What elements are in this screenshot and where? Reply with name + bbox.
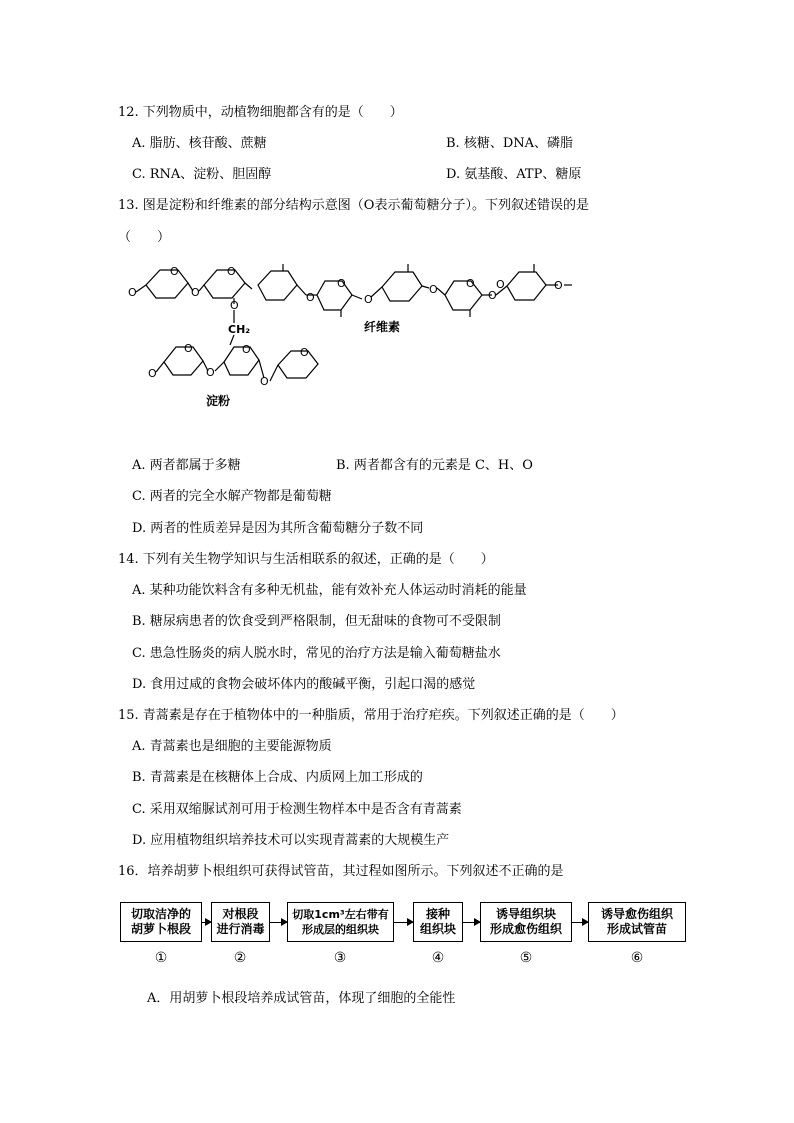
flow-step-number: ⑥ (630, 950, 644, 966)
cellulose-glucose-ring-5 (507, 272, 546, 300)
flow-arrow (463, 922, 480, 923)
ring-oxygen-label: O (337, 277, 346, 290)
cellulose-glucose-ring-1 (258, 271, 297, 300)
q13-option-b: B. 两者都含有的元素是 C、H、O (336, 458, 533, 473)
flow-step-number: ① (154, 950, 168, 966)
flow-step-1 (120, 902, 202, 942)
flow-step-5 (480, 902, 572, 942)
flow-step-text: 诱导组织块 (495, 907, 556, 921)
oxygen-bridge-label: O (488, 289, 497, 302)
flow-step-text: 胡萝卜根段 (130, 922, 191, 936)
q15-option-a: A. 青蒿素也是细胞的主要能源物质 (132, 739, 332, 754)
ch2-label: CH₂ (228, 323, 251, 336)
q13-answer-paren: （ ） (118, 230, 171, 245)
oxygen-bridge-label: O (128, 286, 137, 299)
oxygen-bridge-label: O (364, 293, 373, 306)
flow-step-text: 形成层的组织块 (302, 923, 379, 936)
oxygen-bridge-label: O (554, 279, 563, 292)
flow-step-text: 对根段 (222, 907, 259, 921)
oxygen-bridge-label: O (230, 299, 239, 312)
flow-step-text: 形成愈伤组织 (489, 922, 562, 936)
q16-stem: 16．培养胡萝卜根组织可获得试管苗，其过程如图所示。下列叙述不正确的是 (118, 864, 564, 879)
starch-cellulose-structure-diagram (120, 255, 580, 415)
flow-step-number: ④ (431, 950, 445, 966)
ring-oxygen-label: O (300, 346, 309, 359)
oxygen-bridge-label: O (206, 366, 215, 379)
q14-option-a: A. 某种功能饮料含有多种无机盐，能有效补充人体运动时消耗的能量 (132, 583, 527, 598)
q14-option-b: B. 糖尿病患者的饮食受到严格限制，但无甜味的食物可不受限制 (132, 614, 501, 629)
flow-step-text: 接种 (425, 907, 450, 921)
flow-step-text: 切取1cm³左右带有 (292, 908, 389, 921)
q15-option-b: B. 青蒿素是在核糖体上合成、内质网上加工形成的 (132, 770, 423, 785)
flow-step-3 (287, 902, 394, 942)
oxygen-bridge-label: O (148, 367, 157, 380)
ring-oxygen-label: O (496, 278, 505, 291)
q14-stem: 14. 下列有关生物学知识与生活相联系的叙述，正确的是（ ） (118, 552, 494, 567)
flow-arrow (572, 922, 588, 923)
oxygen-bridge-label: O (429, 283, 438, 296)
flow-arrow (202, 922, 211, 923)
oxygen-bridge-label: O (191, 286, 200, 299)
flow-step-number: ⑤ (519, 950, 533, 966)
q15-option-d: D. 应用植物组织培养技术可以实现青蒿素的大规模生产 (132, 833, 450, 848)
ring-oxygen-label: O (306, 291, 315, 304)
flow-step-2 (211, 902, 270, 942)
flow-step-4 (413, 902, 463, 942)
starch-label: 淀粉 (206, 394, 231, 408)
oxygen-bridge-label: O (260, 375, 269, 388)
cellulose-glucose-ring-2 (317, 281, 352, 310)
flow-step-text: 切取洁净的 (130, 907, 191, 921)
flow-step-text: 组织块 (419, 922, 456, 936)
starch-glucose-ring-1 (146, 270, 188, 298)
q12-option-b: B. 核糖、DNA、磷脂 (446, 136, 574, 151)
q12-option-a: A. 脂肪、核苷酸、蔗糖 (132, 136, 267, 151)
q13-option-d: D. 两者的性质差异是因为其所含葡萄糖分子数不同 (132, 521, 424, 536)
q15-option-c: C. 采用双缩脲试剂可用于检测生物样本中是否含有青蒿素 (132, 802, 462, 817)
q15-stem: 15. 青蒿素是存在于植物体中的一种脂质，常用于治疗疟疾。下列叙述正确的是（ ） (118, 708, 624, 723)
flow-arrow (270, 922, 287, 923)
cellulose-glucose-ring-4 (445, 281, 482, 310)
q14-option-c: C. 患急性肠炎的病人脱水时，常见的治疗方法是输入葡萄糖盐水 (132, 646, 501, 661)
flow-step-number: ③ (333, 950, 347, 966)
starch-glucose-ring-5 (278, 351, 318, 378)
flow-step-text: 形成试管苗 (606, 922, 667, 936)
q16-option-a: A．用胡萝卜根段培养成试管苗，体现了细胞的全能性 (147, 991, 456, 1006)
starch-glucose-ring-2 (204, 270, 245, 298)
flow-step-6 (588, 902, 686, 942)
ring-oxygen-label: O (184, 342, 193, 355)
cellulose-label: 纤维素 (364, 320, 401, 334)
q13-stem: 13. 图是淀粉和纤维素的部分结构示意图（O表示葡萄糖分子）。下列叙述错误的是 (118, 198, 589, 213)
ring-oxygen-label: O (242, 343, 251, 356)
ring-oxygen-label: O (227, 265, 236, 278)
ring-oxygen-label: O (466, 277, 475, 290)
flow-step-text: 诱导愈伤组织 (600, 907, 673, 921)
q13-option-a: A. 两者都属于多糖 (132, 458, 241, 473)
q13-option-c: C. 两者的完全水解产物都是葡萄糖 (132, 489, 332, 504)
q12-option-d: D. 氨基酸、ATP、糖原 (446, 167, 582, 182)
flow-arrow (394, 922, 413, 923)
flow-step-text: 进行消毒 (216, 922, 265, 936)
cellulose-glucose-ring-3 (382, 272, 422, 301)
q14-option-d: D. 食用过咸的食物会破坏体内的酸碱平衡，引起口渴的感觉 (132, 677, 476, 692)
q12-stem: 12. 下列物质中，动植物细胞都含有的是（ ） (118, 105, 403, 120)
q12-option-c: C. RNA、淀粉、胆固醇 (132, 167, 272, 182)
flow-step-number: ② (233, 950, 247, 966)
ring-oxygen-label: O (170, 265, 179, 278)
